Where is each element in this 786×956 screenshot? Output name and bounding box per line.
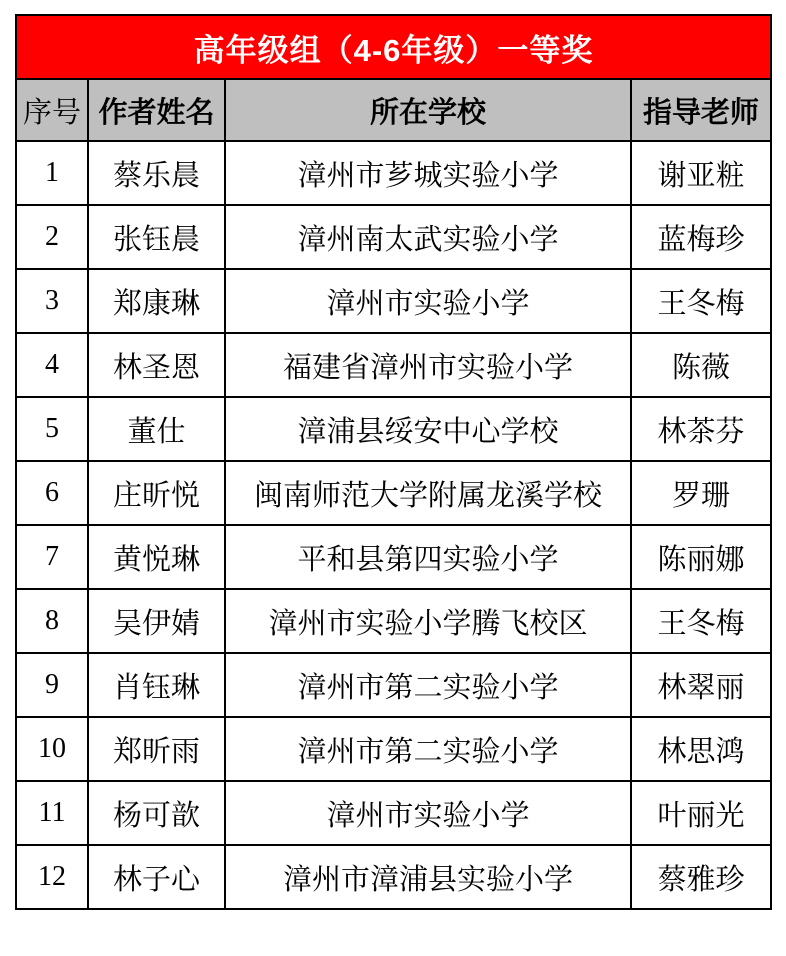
table-row xyxy=(16,589,771,653)
cell-name: 郑昕雨 xyxy=(88,717,225,781)
cell-school: 漳州市实验小学 xyxy=(225,269,631,333)
cell-name: 肖钰琳 xyxy=(88,653,225,717)
cell-school: 漳州市漳浦县实验小学 xyxy=(225,845,631,909)
cell-index: 12 xyxy=(16,845,88,909)
table-row xyxy=(16,397,771,461)
cell-index: 1 xyxy=(16,141,88,205)
cell-teacher: 王冬梅 xyxy=(631,589,771,653)
cell-school: 平和县第四实验小学 xyxy=(225,525,631,589)
cell-teacher: 谢亚粧 xyxy=(631,141,771,205)
cell-name: 郑康琳 xyxy=(88,269,225,333)
cell-teacher: 林翠丽 xyxy=(631,653,771,717)
cell-index: 10 xyxy=(16,717,88,781)
cell-teacher: 林思鸿 xyxy=(631,717,771,781)
cell-name: 庄昕悦 xyxy=(88,461,225,525)
cell-name: 林子心 xyxy=(88,845,225,909)
cell-teacher: 林茶芬 xyxy=(631,397,771,461)
cell-name: 黄悦琳 xyxy=(88,525,225,589)
cell-name: 董仕 xyxy=(88,397,225,461)
cell-school: 漳浦县绥安中心学校 xyxy=(225,397,631,461)
cell-index: 8 xyxy=(16,589,88,653)
cell-school: 漳州市第二实验小学 xyxy=(225,717,631,781)
table-row xyxy=(16,653,771,717)
table-row xyxy=(16,845,771,909)
cell-name: 杨可歆 xyxy=(88,781,225,845)
table-row xyxy=(16,205,771,269)
cell-school: 漳州市芗城实验小学 xyxy=(225,141,631,205)
table-title-row xyxy=(16,15,771,79)
cell-index: 6 xyxy=(16,461,88,525)
cell-index: 5 xyxy=(16,397,88,461)
cell-name: 蔡乐晨 xyxy=(88,141,225,205)
column-header-name: 作者姓名 xyxy=(88,79,225,141)
cell-school: 漳州市实验小学 xyxy=(225,781,631,845)
cell-index: 2 xyxy=(16,205,88,269)
cell-index: 11 xyxy=(16,781,88,845)
column-header-teacher: 指导老师 xyxy=(631,79,771,141)
cell-index: 9 xyxy=(16,653,88,717)
award-table xyxy=(15,14,772,910)
column-header-index: 序号 xyxy=(16,79,88,141)
cell-teacher: 蓝梅珍 xyxy=(631,205,771,269)
cell-name: 林圣恩 xyxy=(88,333,225,397)
table-row xyxy=(16,141,771,205)
cell-index: 7 xyxy=(16,525,88,589)
cell-teacher: 罗珊 xyxy=(631,461,771,525)
cell-name: 吴伊婧 xyxy=(88,589,225,653)
column-header-school: 所在学校 xyxy=(225,79,631,141)
table-row xyxy=(16,461,771,525)
cell-teacher: 陈薇 xyxy=(631,333,771,397)
cell-school: 漳州市实验小学腾飞校区 xyxy=(225,589,631,653)
table-row xyxy=(16,333,771,397)
cell-school: 福建省漳州市实验小学 xyxy=(225,333,631,397)
cell-name: 张钰晨 xyxy=(88,205,225,269)
cell-index: 3 xyxy=(16,269,88,333)
table-row xyxy=(16,269,771,333)
table-row xyxy=(16,717,771,781)
cell-school: 漳州市第二实验小学 xyxy=(225,653,631,717)
cell-school: 漳州南太武实验小学 xyxy=(225,205,631,269)
cell-teacher: 王冬梅 xyxy=(631,269,771,333)
cell-teacher: 蔡雅珍 xyxy=(631,845,771,909)
table-title: 高年级组（4-6年级）一等奖 xyxy=(16,15,771,79)
cell-teacher: 叶丽光 xyxy=(631,781,771,845)
cell-school: 闽南师范大学附属龙溪学校 xyxy=(225,461,631,525)
table-row xyxy=(16,525,771,589)
column-header-row xyxy=(16,79,771,141)
cell-index: 4 xyxy=(16,333,88,397)
table-row xyxy=(16,781,771,845)
cell-teacher: 陈丽娜 xyxy=(631,525,771,589)
